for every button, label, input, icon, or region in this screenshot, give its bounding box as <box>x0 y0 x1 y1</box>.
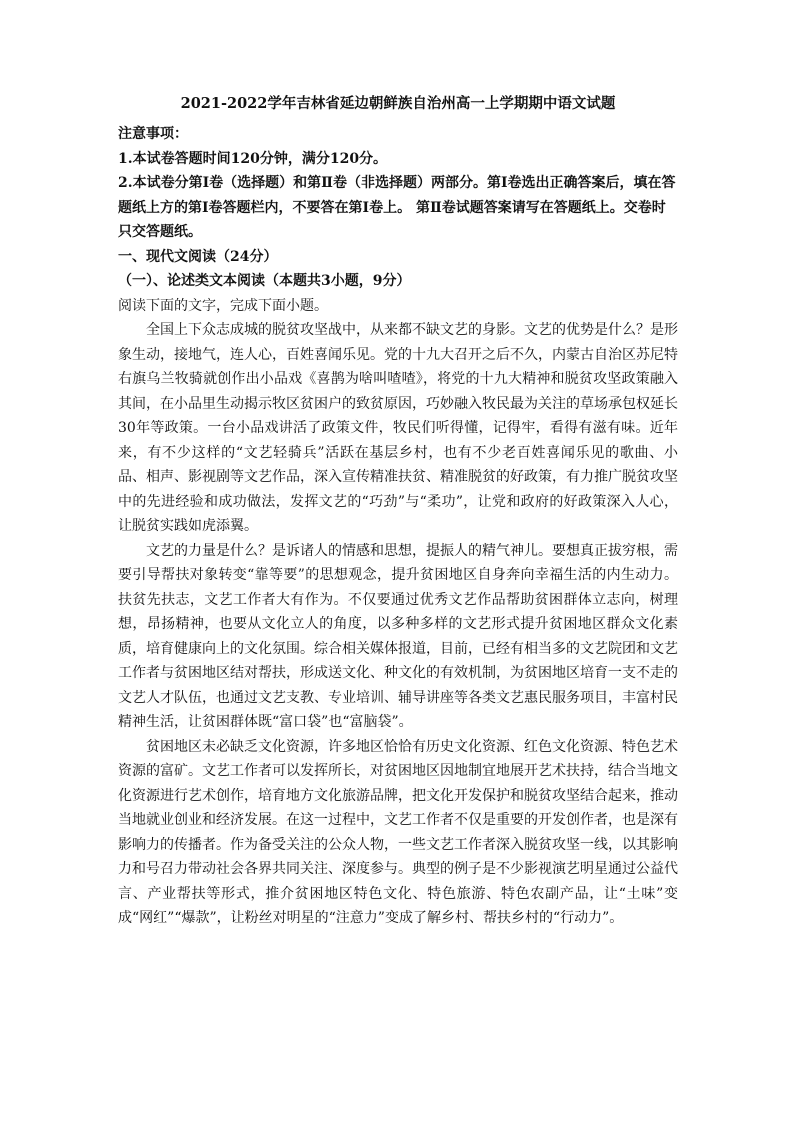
document-title: 2021-2022学年吉林省延边朝鲜族自治州高一上学期期中语文试题 <box>180 95 616 112</box>
subsection-heading: （一）、论述类文本阅读（本题共3小题，9分） <box>118 273 411 289</box>
notes-heading: 注意事项： <box>118 126 188 142</box>
body-paragraph: 文艺的力量是什么？是诉诸人的情感和思想，提振人的精气神儿。要想真正拔穷根，需要引导帮扶对象转变“靠等要”的思想观念，提升贫困地区自身奔向幸福生活的内生动力。扶贫先扶志，文艺工作者大有作为。不仅要通过优秀文艺作品帮助贫困群体立志向，树理想，昂扬精神，也要从文化立人的角度，以多种多样的文艺形式提升贫困地区群众文化素质，培育健康向上的文化氛围。综合相关媒体报道，目前，已经有相当多的文艺院团和文艺工作者与贫困地区结对帮扶，形成送文化、种文化的有效机制，为贫困地区培育一支不走的文艺人才队伍，也通过文艺支教、专业培训、辅导讲座等各类文艺惠民服务项目，丰富村民精神生活，让贫困群体既“富口袋”也“富脑袋”。 <box>118 542 678 730</box>
body-paragraph: 贫困地区未必缺乏文化资源，许多地区恰恰有历史文化资源、红色文化资源、特色艺术资源的富矿。文艺工作者可以发挥所长，对贫困地区因地制宜地展开艺术扶持，结合当地文化资源进行艺术创作，培育地方文化旅游品牌，把文化开发保护和脱贫攻坚结合起来，推动当地就业创业和经济发展。在这一过程中，文艺工作者不仅是重要的开发创作者，也是深有影响力的传播者。作为备受关注的公众人物，一些文艺工作者深入脱贫攻坚一线，以其影响力和号召力带动社会各界共同关注、深度参与。典型的例子是不少影视演艺明星通过公益代言、产业帮扶等形式，推介贫困地区特色文化、特色旅游、特色农副产品，让“土味”变成“网红”“爆款”，让粉丝对明星的“注意力”变成了解乡村、帮扶乡村的“行动力”。 <box>118 738 678 926</box>
body-paragraph: 全国上下众志成城的脱贫攻坚战中，从来都不缺文艺的身影。文艺的优势是什么？是形象生动，接地气，连人心，百姓喜闻乐见。党的十九大召开之后不久，内蒙古自治区苏尼特右旗乌兰牧骑就创作出小品戏《喜鹊为啥叫喳喳》，将党的十九大精神和脱贫攻坚政策融入其间，在小品里生动揭示牧区贫困户的致贫原因，巧妙融入牧民最为关注的草场承包权延长30年等政策。一台小品戏讲活了政策文件，牧民们听得懂，记得牢，看得有滋有味。近年来，有不少这样的“文艺轻骑兵”活跃在基层乡村，也有不少老百姓喜闻乐见的歌曲、小品、相声、影视剧等文艺作品，深入宣传精准扶贫、精准脱贫的好政策，有力推广脱贫攻坚中的先进经验和成功做法，发挥文艺的“巧劲”与“柔功”，让党和政府的好政策深入人心，让脱贫实践如虎添翼。 <box>118 322 678 534</box>
note-1: 1.本试卷答题时间120分钟，满分120分。 <box>118 150 388 167</box>
note-2: 2.本试卷分第Ⅰ卷（选择题）和第Ⅱ卷（非选择题）两部分。第Ⅰ卷选出正确答案后，填在答题纸上方的第Ⅰ卷答题栏内，不要答在第Ⅰ卷上。 第Ⅱ卷试题答案请写在答题纸上。交卷时只交答题纸。 <box>118 175 676 240</box>
section-heading: 一、现代文阅读（24分） <box>118 248 278 265</box>
reading-instruction: 阅读下面的文字，完成下面小题。 <box>118 297 328 314</box>
document-page <box>118 92 678 931</box>
